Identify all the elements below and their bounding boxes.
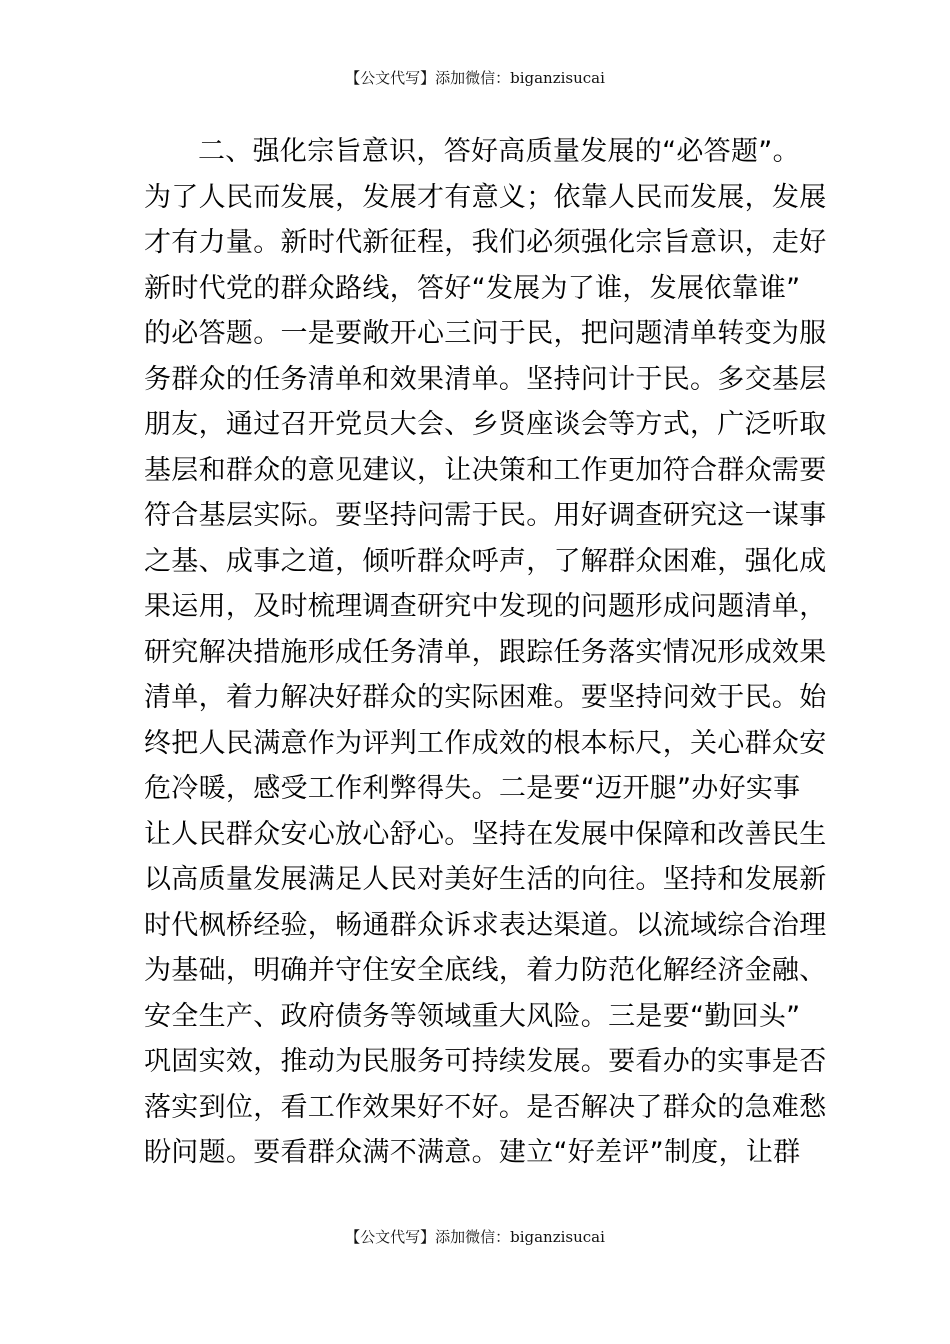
body-line: 之基、成事之道，倾听群众呼声，了解群众困难，强化成 (144, 545, 827, 577)
body-line: 危冷暖，感受工作利弊得失。二是要“迈开腿”办好实事 (144, 773, 801, 804)
body-line: 符合基层实际。要坚持问需于民。用好调查研究这一谋事 (144, 500, 827, 531)
body-line: 为了人民而发展，发展才有意义；依靠人民而发展，发展 (144, 181, 827, 213)
body-line: 研究解决措施形成任务清单，跟踪任务落实情况形成效果 (144, 636, 827, 668)
body-line: 二、强化宗旨意识，答好高质量发展的“必答题”。 (198, 136, 800, 167)
body-line: 盼问题。要看群众满不满意。建立“好差评”制度，让群 (144, 1137, 801, 1168)
document-body (144, 129, 827, 1176)
body-line: 时代枫桥经验，畅通群众诉求表达渠道。以流域综合治理 (144, 909, 827, 941)
body-line: 朋友，通过召开党员大会、乡贤座谈会等方式，广泛听取 (144, 409, 827, 440)
body-line: 终把人民满意作为评判工作成效的根本标尺，关心群众安 (144, 727, 827, 759)
body-line: 才有力量。新时代新征程，我们必须强化宗旨意识，走好 (144, 227, 827, 258)
body-line: 的必答题。一是要敞开心三问于民，把问题清单转变为服 (144, 318, 827, 349)
body-line: 让人民群众安心放心舒心。坚持在发展中保障和改善民生 (144, 818, 827, 850)
body-line: 为基础，明确并守住安全底线，着力防范化解经济金融、 (144, 955, 827, 986)
body-line: 务群众的任务清单和效果清单。坚持问计于民。多交基层 (144, 363, 827, 395)
body-line: 清单，着力解决好群众的实际困难。要坚持问效于民。始 (144, 682, 827, 713)
body-line: 以高质量发展满足人民对美好生活的向往。坚持和发展新 (144, 864, 827, 895)
body-line: 果运用，及时梳理调查研究中发现的问题形成问题清单， (144, 591, 827, 622)
body-line: 巩固实效，推动为民服务可持续发展。要看办的实事是否 (144, 1046, 827, 1077)
body-line: 基层和群众的意见建议，让决策和工作更加符合群众需要 (144, 454, 827, 486)
page-footer-note: 【公文代写】添加微信：biganzisucai (345, 1228, 605, 1246)
body-line: 落实到位，看工作效果好不好。是否解决了群众的急难愁 (144, 1091, 827, 1123)
body-line: 安全生产、政府债务等领域重大风险。三是要“勤回头” (144, 1000, 801, 1032)
page-header-note: 【公文代写】添加微信：biganzisucai (345, 69, 605, 87)
body-line: 新时代党的群众路线，答好“发展为了谁，发展依靠谁” (144, 272, 801, 304)
